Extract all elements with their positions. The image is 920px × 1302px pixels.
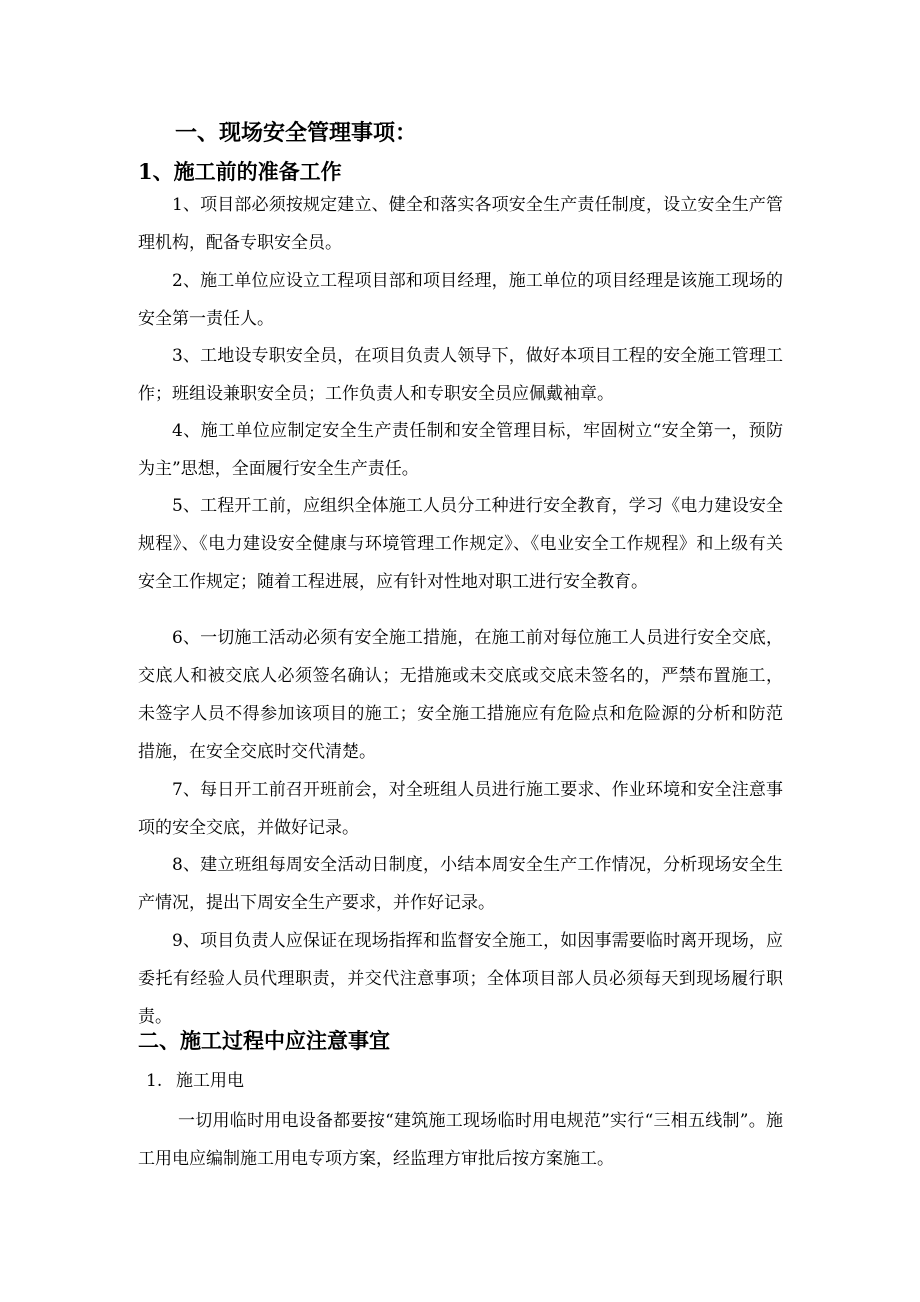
paragraph-item-2: 2、施工单位应设立工程项目部和项目经理，施工单位的项目经理是该施工现场的安全第一责任人。 bbox=[138, 271, 783, 329]
paragraph-item-4: 4、施工单位应制定安全生产责任制和安全管理目标，牢固树立“安全第一，预防为主”思想，全面履行安全生产责任。 bbox=[138, 421, 783, 479]
paragraph-item-7: 7、每日开工前召开班前会，对全班组人员进行施工要求、作业环境和安全注意事项的安全交底，并做好记录。 bbox=[138, 780, 783, 838]
section-heading-construction-process: 二、施工过程中应注意事宜 bbox=[138, 1028, 390, 1053]
section-heading-preparation: 1、施工前的准备工作 bbox=[138, 159, 342, 184]
sub-heading-number: 1. bbox=[146, 1071, 163, 1091]
paragraph-item-3: 3、工地设专职安全员，在项目负责人领导下，做好本项目工程的安全施工管理工作；班组设兼职安全员；工作负责人和专职安全员应佩戴袖章。 bbox=[138, 346, 783, 404]
paragraph-item-1: 1、项目部必须按规定建立、健全和落实各项安全生产责任制度，设立安全生产管理机构，配备专职安全员。 bbox=[138, 195, 783, 253]
document-title: 一、现场安全管理事项： bbox=[175, 120, 418, 146]
paragraph-power-use: 一切用临时用电设备都要按“建筑施工现场临时用电规范”实行“三相五线制”。施工用电应编制施工用电专项方案，经监理方审批后按方案施工。 bbox=[138, 1111, 783, 1169]
sub-heading-power-use bbox=[146, 1066, 244, 1096]
paragraph-item-5: 5、工程开工前，应组织全体施工人员分工种进行安全教育，学习《电力建设安全规程》、《电力建设安全健康与环境管理工作规定》、《电业安全工作规程》和上级有关安全工作规定；随着工程进展，应有针对性地对职工进行安全教育。 bbox=[138, 496, 783, 592]
paragraph-item-6: 6、一切施工活动必须有安全施工措施，在施工前对每位施工人员进行安全交底，交底人和被交底人必须签名确认；无措施或未交底或交底未签名的，严禁布置施工，未签字人员不得参加该项目的施工；安全施工措施应有危险点和危险源的分析和防范措施，在安全交底时交代清楚。 bbox=[138, 628, 783, 762]
paragraph-item-9: 9、项目负责人应保证在现场指挥和监督安全施工，如因事需要临时离开现场，应委托有经验人员代理职责，并交代注意事项；全体项目部人员必须每天到现场履行职责。 bbox=[138, 931, 783, 1027]
paragraph-item-8: 8、建立班组每周安全活动日制度，小结本周安全生产工作情况，分析现场安全生产情况，提出下周安全生产要求，并作好记录。 bbox=[138, 855, 783, 913]
sub-heading-label: 施工用电 bbox=[176, 1071, 244, 1091]
